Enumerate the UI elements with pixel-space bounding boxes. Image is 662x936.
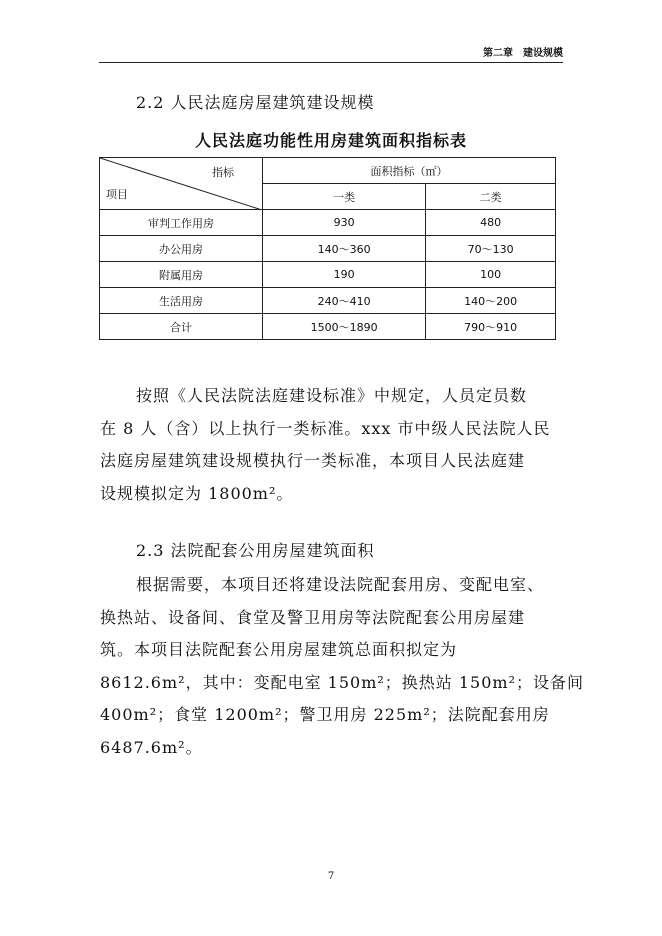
header-chapter: 第二章	[483, 48, 513, 59]
row-class1-value: 140～360	[263, 236, 426, 262]
table-row	[100, 236, 556, 262]
row-class2-value: 100	[426, 262, 556, 288]
table-row	[100, 314, 556, 340]
diagonal-line	[100, 158, 262, 210]
row-class2-value: 70～130	[426, 236, 556, 262]
paragraph-line: 6487.6m²。	[100, 737, 203, 757]
row-item: 办公用房	[100, 236, 263, 262]
diag-label-index: 指标	[212, 166, 234, 179]
diagonal-header-cell	[100, 158, 263, 210]
paragraph-line: 筑。本项目法院配套公用房屋建筑总面积拟定为	[100, 640, 458, 659]
row-item: 审判工作用房	[100, 210, 263, 236]
row-class2-value: 480	[426, 210, 556, 236]
row-class2-value: 140～200	[426, 288, 556, 314]
running-header	[99, 44, 563, 63]
table-row	[100, 262, 556, 288]
table-title: 人民法庭功能性用房建筑面积指标表	[194, 131, 467, 150]
row-class2-value: 790～910	[426, 314, 556, 340]
paragraph-line: 换热站、设备间、食堂及警卫用房等法院配套公用房屋建	[100, 607, 526, 627]
paragraph-line: 8612.6m²，其中：变配电室 150m²；换热站 150m²；设备间	[100, 672, 584, 692]
paragraph-line: 设规模拟定为 1800m²。	[100, 483, 294, 503]
row-class1-value: 190	[263, 262, 426, 288]
paragraph-line: 400m²；食堂 1200m²；警卫用房 225m²；法院配套用房	[100, 705, 550, 724]
row-class1-value: 1500～1890	[263, 314, 426, 340]
group-header-area: 面积指标（㎡）	[263, 158, 556, 184]
row-item: 合计	[100, 314, 263, 340]
paragraph-line: 法庭房屋建筑建设规模执行一类标准，本项目人民法庭建	[100, 451, 526, 470]
row-class1-value: 240～410	[263, 288, 426, 314]
header-title: 建设规模	[523, 48, 563, 59]
paragraph-line: 根据需要，本项目还将建设法院配套用房、变配电室、	[136, 575, 545, 594]
area-index-table	[99, 157, 556, 340]
row-class1-value: 930	[263, 210, 426, 236]
row-item: 附属用房	[100, 262, 263, 288]
row-item: 生活用房	[100, 288, 263, 314]
col-header-class1: 一类	[263, 184, 426, 210]
section-heading-2-3: 2.3 法院配套公用房屋建筑面积	[136, 541, 375, 560]
paragraph-supporting-buildings	[100, 569, 584, 764]
table-row	[100, 288, 556, 314]
section-heading-2-2: 2.2 人民法庭房屋建筑建设规模	[136, 93, 375, 112]
paragraph-standard	[100, 380, 570, 510]
table-row	[100, 210, 556, 236]
col-header-class2: 二类	[426, 184, 556, 210]
diag-label-item: 项目	[106, 188, 128, 201]
page-number: 7	[327, 871, 335, 882]
paragraph-line: 按照《人民法院法庭建设标准》中规定，人员定员数	[136, 386, 528, 405]
paragraph-line: 在 8 人（含）以上执行一类标准。xxx 市中级人民法院人民	[100, 418, 551, 438]
